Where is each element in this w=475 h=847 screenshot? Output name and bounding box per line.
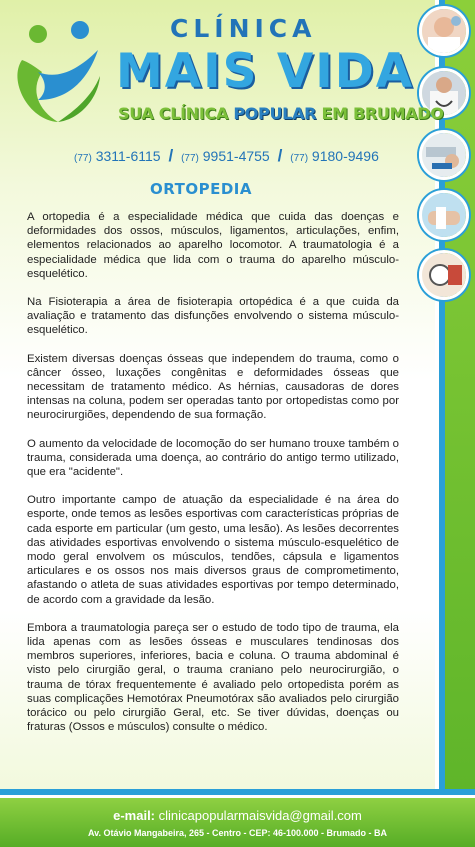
paragraph: Na Fisioterapia a área de fisioterapia ortopédica é a que cuida da avaliação e tratamento das disfunções envolvendo o sistema músculo-esquelético. (27, 296, 399, 337)
tagline-part2: POPULAR (233, 104, 317, 123)
photo-exam (419, 130, 469, 180)
tagline (118, 104, 444, 123)
phone-number[interactable]: 9180-9496 (311, 148, 379, 164)
section-title: ORTOPEDIA (150, 180, 252, 198)
email-label: e-mail: (113, 808, 156, 823)
photo-blood-pressure (419, 250, 469, 300)
side-green-bar (445, 0, 475, 790)
paragraph: Outro importante campo de atuação da especialidade é na área do esporte, onde temos as lesões esportivas com características próprias de cada esporte em particular (um gesto, uma lesão). As lesões decorrentes das atividades esportivas envolvendo o sistema músculo-esquelético de modo geral envolvem os músculos, tendões, cápsula e ligamentos articulares e os ossos nos mais diversos graus de comprometimento, afastando o atleta de suas atividades esportivas por tempo determinado, de acordo com a gravidade da lesão. (27, 494, 399, 606)
article-body (27, 210, 399, 749)
footer (0, 798, 475, 847)
paragraph: A ortopedia é a especialidade médica que cuida das doenças e deformidades dos ossos, músculos, ligamentos, articulações, enfim, elementos relacionados ao aparelho locomotor. A traumatologia é a especialidade médica que lida com o trauma do aparelho músculo-esquelético. (27, 211, 399, 280)
phone-ddd: (77) (181, 153, 199, 164)
phone-numbers (74, 146, 414, 166)
phone-separator: / (168, 146, 174, 165)
brand-main-text: MAIS VIDA (116, 44, 415, 99)
paragraph: Existem diversas doenças ósseas que independem do trauma, como o câncer ósseo, luxações congênitas e deformidades ósseas que necessitam de tratamento médico. As hérnias, causadoras de dores intensas na coluna, podem ser operadas tanto por ortopedistas como por neurocirurgiões, dependendo de sua formação. (27, 352, 399, 422)
clinic-logo-icon (8, 20, 116, 130)
email-address[interactable]: clinicapopularmaisvida@gmail.com (158, 808, 362, 823)
phone-number[interactable]: 3311-6115 (95, 148, 161, 164)
phone-separator: / (277, 146, 283, 165)
photo-baby (419, 6, 469, 56)
photo-hand (419, 190, 469, 240)
phone-ddd: (77) (74, 153, 92, 164)
footer-address: Av. Otávio Mangabeira, 265 - Centro - CEP: 46-100.000 - Brumado - BA (87, 828, 388, 838)
brand-top-text: CLÍNICA (170, 14, 317, 43)
tagline-part3: EM BRUMADO (321, 104, 444, 123)
phone-number[interactable]: 9951-4755 (202, 148, 270, 164)
phone-ddd: (77) (290, 153, 309, 164)
footer-email (0, 808, 475, 823)
paragraph: O aumento da velocidade de locomoção do ser humano trouxe também o trauma, considerada uma doença, ao contrário do antigo termo utilizado, que era "acidente". (27, 437, 399, 479)
tagline-part1: SUA CLÍNICA (118, 104, 229, 123)
paragraph: Embora a traumatologia pareça ser o estudo de todo tipo de trauma, ela lida apenas com as lesões ósseas e musculares tendinosas dos membros superiores, inferiores, bacia e coluna. O trauma abdominal é visto pelo cirurgião geral, o trauma craniano pelo neurocirurgião, o trauma de tórax frequentemente é avaliado pelo ortopedista porém as suas complicações Hemotórax Pneumotórax são avaliados pelo cirurgião torácico ou pelo cirurgião Geral, etc. Se tiver dúvidas, doenças ou fraturas (Ossos e músculos) consulte o médico. (27, 621, 399, 734)
